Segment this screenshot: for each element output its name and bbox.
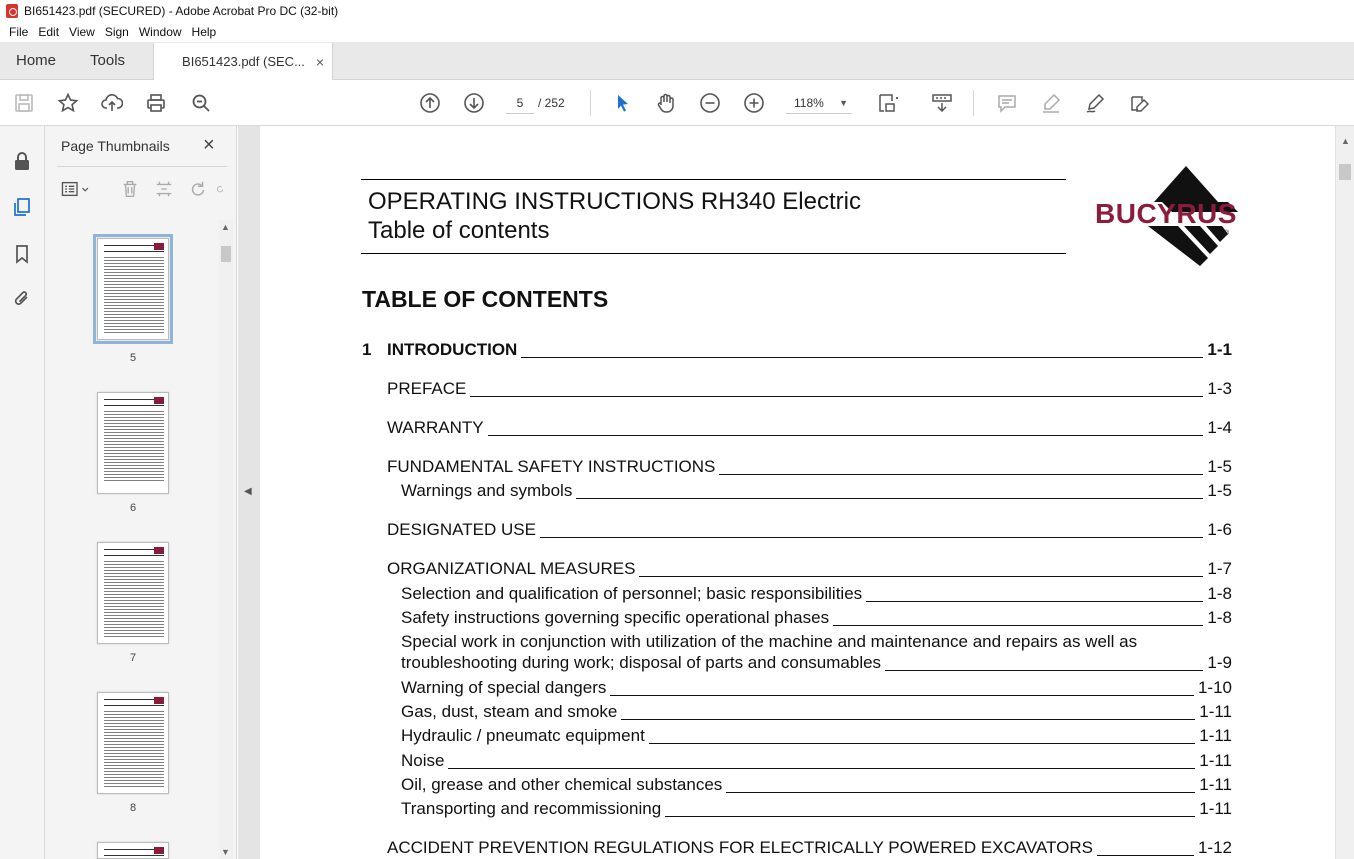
menu-sign[interactable]: Sign [104, 25, 129, 39]
toc-chapter-number: 1 [362, 340, 372, 359]
pages-icon[interactable] [11, 196, 33, 218]
close-icon[interactable]: × [203, 134, 215, 156]
menu-file[interactable]: File [9, 25, 29, 39]
toc-entry[interactable] [401, 799, 1232, 819]
toc-entry-text: Selection and qualification of personnel; basic responsibilities [401, 584, 863, 603]
scroll-down-icon[interactable]: ▼ [221, 847, 230, 857]
toc-entry-text[interactable]: Special work in conjunction with utilization of the machine and maintenance and repairs as well as [401, 632, 1138, 651]
zoom-out-icon[interactable] [698, 91, 722, 115]
acrobat-pdf-icon [6, 4, 18, 18]
thumbnail-text [104, 411, 164, 483]
toc-page: 1-12 [1197, 838, 1232, 857]
toc-entry-text: ORGANIZATIONAL MEASURES [387, 559, 636, 578]
panel-divider [57, 166, 227, 167]
toc-leader [665, 816, 1195, 817]
page-down-icon[interactable] [462, 91, 486, 115]
attachment-icon[interactable] [11, 288, 33, 310]
document-scrollbar[interactable] [1335, 126, 1354, 859]
toc-entry[interactable] [387, 418, 1232, 438]
thumbnail-rule [104, 405, 164, 406]
toc-leader [833, 625, 1203, 626]
page-thumbnail[interactable] [97, 692, 169, 794]
thumbnail-rule [104, 855, 164, 856]
toc-page: 1-8 [1207, 608, 1232, 627]
highlight-icon[interactable] [1039, 91, 1063, 115]
toc-page: 1-11 [1199, 726, 1232, 745]
toc-entry[interactable] [401, 584, 1232, 604]
upload-icon[interactable] [100, 91, 124, 115]
tab-close-icon[interactable]: × [315, 53, 325, 70]
toc-page: 1-6 [1207, 520, 1232, 539]
thumbnail-rule [104, 555, 164, 556]
toc-entry[interactable] [387, 559, 1232, 579]
window-title: BI651423.pdf (SECURED) - Adobe Acrobat Pro DC (32-bit) [24, 4, 339, 18]
page-thumbnails-panel [45, 126, 237, 859]
toc-leader [621, 719, 1195, 720]
thumbnail-options-icon[interactable] [59, 178, 95, 200]
scroll-up-icon[interactable]: ▲ [1341, 136, 1350, 146]
toc-page: 1-8 [1207, 584, 1232, 603]
logo-text: BUCYRUS [1095, 198, 1237, 229]
toc-leader [885, 670, 1203, 671]
rotate-clockwise-icon[interactable] [215, 178, 225, 200]
toc-entry[interactable] [401, 481, 1232, 501]
toc-page: 1-1 [1207, 340, 1232, 359]
logo-registered: ® [1224, 230, 1230, 237]
search-icon[interactable] [189, 91, 213, 115]
toc-entry[interactable] [401, 726, 1232, 746]
toc-entry[interactable] [401, 702, 1232, 722]
bucyrus-logo [1092, 162, 1264, 270]
toc-page: 1-11 [1199, 799, 1232, 818]
thumbnail-rule [104, 705, 164, 706]
thumbnail-text [104, 711, 164, 787]
toc-leader [470, 396, 1203, 397]
toc-entry[interactable] [401, 608, 1232, 628]
toc-leader [540, 537, 1203, 538]
toolbar-divider [590, 90, 591, 116]
fill-sign-icon[interactable] [1127, 91, 1151, 115]
toc-leader [719, 474, 1203, 475]
tab-home[interactable]: Home [16, 52, 57, 69]
tab-tools[interactable]: Tools [90, 52, 126, 69]
tab-document[interactable] [153, 43, 333, 80]
toc-entry[interactable] [401, 653, 1232, 673]
toc-entry[interactable] [401, 751, 1232, 771]
toc-entry-text: Warning of special dangers [401, 678, 607, 697]
scroll-up-icon[interactable]: ▲ [221, 222, 230, 232]
toc-entry[interactable] [401, 678, 1232, 698]
page-total: / 252 [538, 96, 565, 110]
toc-page: 1-9 [1207, 653, 1232, 672]
toc-entry-text: WARRANTY [387, 418, 484, 437]
comment-icon[interactable] [995, 91, 1019, 115]
bookmark-icon[interactable] [11, 243, 33, 265]
toc-leader [448, 768, 1195, 769]
toc-entry[interactable] [362, 340, 1232, 360]
toc-leader [576, 498, 1203, 499]
thumbnail-logo [154, 847, 164, 854]
document-header-title: OPERATING INSTRUCTIONS RH340 Electric [368, 188, 861, 215]
toc-heading: TABLE OF CONTENTS [362, 286, 609, 312]
menu-help[interactable]: Help [191, 25, 217, 39]
menu-window[interactable]: Window [138, 25, 182, 39]
toc-page: 1-10 [1197, 678, 1232, 697]
left-rail [0, 126, 45, 859]
tab-bar [0, 42, 1354, 80]
page-thumbnail[interactable] [97, 238, 169, 340]
header-rule-top [361, 179, 1066, 180]
draw-icon[interactable] [1083, 91, 1107, 115]
toc-leader [488, 435, 1204, 436]
main-toolbar [0, 80, 1354, 126]
toc-entry-text: PREFACE [387, 379, 467, 398]
toc-entry[interactable] [387, 838, 1232, 858]
toolbar-divider [973, 90, 974, 116]
select-arrow-icon[interactable] [610, 91, 634, 115]
toc-entry-text: ACCIDENT PREVENTION REGULATIONS FOR ELECTRICALLY POWERED EXCAVATORS [387, 838, 1093, 857]
zoom-select[interactable] [786, 92, 852, 114]
delete-icon[interactable] [119, 178, 141, 200]
toc-page: 1-4 [1207, 418, 1232, 437]
toc-entry-text: DESIGNATED USE [387, 520, 536, 539]
toc-entry[interactable] [387, 379, 1232, 399]
hand-icon[interactable] [654, 91, 678, 115]
scrollbar-thumb[interactable] [1339, 164, 1351, 180]
thumbnail-rule [104, 251, 164, 252]
thumbnail-page-number: 6 [129, 502, 137, 514]
collapse-panel-icon[interactable]: ◀ [244, 486, 252, 497]
chevron-down-icon: ▼ [839, 98, 848, 108]
toc-page: 1-11 [1199, 702, 1232, 721]
lock-icon[interactable] [11, 150, 33, 172]
star-icon[interactable] [56, 91, 80, 115]
menu-view[interactable]: View [69, 25, 95, 39]
toc-entry-text: Safety instructions governing specific operational phases [401, 608, 830, 627]
thumbnail-logo [154, 397, 164, 404]
menu-bar [0, 22, 1354, 42]
scrollbar-thumb[interactable] [221, 246, 231, 262]
page-up-icon[interactable] [418, 91, 442, 115]
toc-leader [521, 357, 1203, 358]
thumbnail-page-number: 7 [129, 652, 137, 664]
toc-leader [639, 576, 1203, 577]
thumbnail-text [104, 257, 164, 333]
toc-page: 1-5 [1207, 457, 1232, 476]
toc-entry-text: Transporting and recommissioning [401, 799, 662, 818]
toc-page: 1-7 [1207, 559, 1232, 578]
toc-entry-text: Noise [401, 751, 445, 770]
print-icon[interactable] [144, 91, 168, 115]
thumbnail-scrollbar[interactable] [219, 220, 233, 859]
toc-entry[interactable] [401, 775, 1232, 795]
thumbnail-page-number: 8 [129, 802, 137, 814]
thumbnail-logo [154, 547, 164, 554]
header-rule-bottom [361, 253, 1066, 254]
save-icon[interactable] [12, 91, 36, 115]
title-bar [0, 0, 1354, 22]
toc-entry-text: troubleshooting during work; disposal of parts and consumables [401, 653, 882, 672]
toc-leader [866, 601, 1203, 602]
scroll-mode-icon[interactable] [930, 91, 954, 115]
toc-entry-text: INTRODUCTION [387, 340, 518, 359]
toc-leader [726, 792, 1195, 793]
zoom-in-icon[interactable] [742, 91, 766, 115]
thumbnail-logo [154, 243, 164, 250]
toc-page: 1-11 [1199, 775, 1232, 794]
toc-entry-text: Warnings and symbols [401, 481, 573, 500]
menu-edit[interactable]: Edit [38, 25, 60, 39]
thumbnail-text [104, 561, 164, 637]
extract-icon[interactable] [153, 178, 175, 200]
thumbnail-page-number: 5 [129, 352, 137, 364]
toc-page: 1-3 [1207, 379, 1232, 398]
toc-entry-text: Gas, dust, steam and smoke [401, 702, 618, 721]
toc-entry-text: Oil, grease and other chemical substances [401, 775, 723, 794]
rotate-icon[interactable] [187, 178, 209, 200]
toc-page: 1-11 [1199, 751, 1232, 770]
toc-entry[interactable] [387, 520, 1232, 540]
thumbnail-logo [154, 697, 164, 704]
panel-title: Page Thumbnails [61, 138, 170, 154]
page-thumbnail[interactable] [97, 842, 169, 859]
page-display-icon[interactable] [876, 91, 900, 115]
toc-leader [1097, 855, 1194, 856]
document-header-subtitle: Table of contents [368, 217, 550, 244]
toc-leader [649, 743, 1195, 744]
zoom-value: 118% [794, 96, 824, 110]
toc-entry[interactable] [387, 457, 1232, 477]
tab-document-label: BI651423.pdf (SEC... [182, 54, 305, 69]
page-thumbnail[interactable] [97, 542, 169, 644]
page-number-input[interactable]: 5 [506, 92, 534, 114]
toc-entry-text: FUNDAMENTAL SAFETY INSTRUCTIONS [387, 457, 716, 476]
toc-page: 1-5 [1207, 481, 1232, 500]
toc-leader [610, 695, 1194, 696]
toc-entry-text: Hydraulic / pneumatc equipment [401, 726, 645, 745]
page-thumbnail[interactable] [97, 392, 169, 494]
